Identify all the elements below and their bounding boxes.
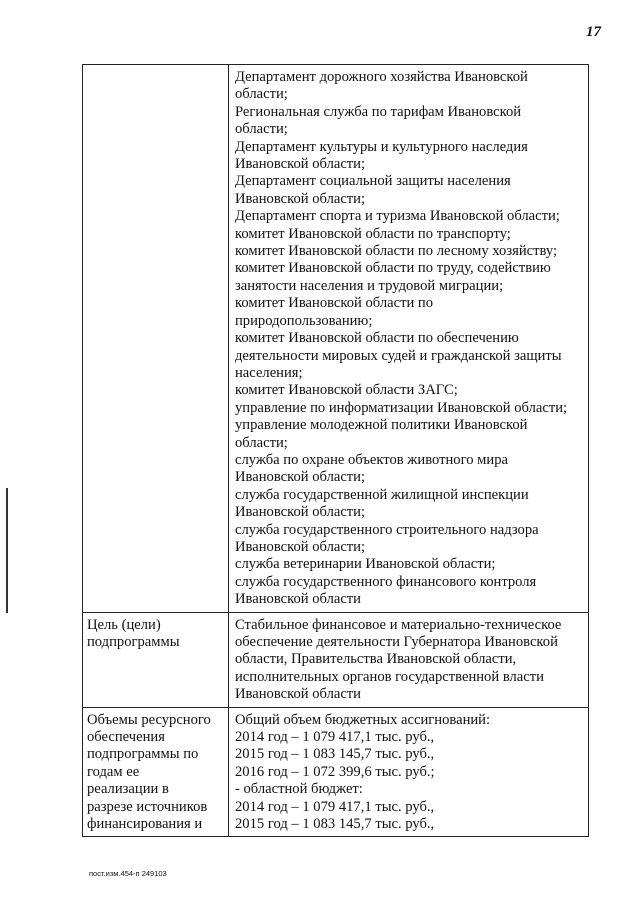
text-line: Стабильное финансовое и материально-техническое [235,616,562,633]
text-line: финансирования и [87,816,203,833]
text-line: служба государственной жилищной инспекции [235,486,529,503]
text-line: Ивановской области [235,686,361,703]
table-row [83,65,589,613]
text-line: области, Правительства Ивановской области, [235,651,517,668]
text-line: управление молодежной политики Ивановской [235,417,528,434]
row-label-cell [83,65,229,613]
text-line: Общий объем бюджетных ассигнований: [235,711,491,728]
text-line: - областной бюджет: [235,781,363,798]
text-line: управление по информатизации Ивановской области; [235,399,568,416]
text-line: Ивановской области; [235,538,366,555]
text-line: 2015 год – 1 083 145,7 тыс. руб., [235,746,435,763]
text-line: комитет Ивановской области по [235,295,434,312]
funding-content-cell [229,707,589,837]
text-line: 2016 год – 1 072 399,6 тыс. руб.; [235,763,435,780]
text-line: занятости населения и трудовой миграции; [235,277,504,294]
text-line: служба по охране объектов животного мира [235,451,508,468]
table-row [83,612,589,707]
text-line: 2014 год – 1 079 417,1 тыс. руб., [235,798,435,815]
text-line: реализации в [87,781,169,798]
text-line: комитет Ивановской области по труду, содействию [235,260,551,277]
text-line: деятельности мировых судей и гражданской защиты [235,347,562,364]
text-line: комитет Ивановской области ЗАГС; [235,382,458,399]
text-line: области; [235,86,288,103]
table-row [83,707,589,837]
text-line: Цель (цели) [87,616,161,633]
text-line: годам ее [87,763,140,780]
text-line: обеспечение деятельности Губернатора Ивановской [235,634,558,650]
goal-label-cell [83,612,229,707]
text-line: Департамент дорожного хозяйства Ивановской [235,69,528,85]
text-line: области; [235,434,288,451]
text-line: населения; [235,364,303,381]
subprogram-passport-table [82,64,589,837]
text-line: комитет Ивановской области по транспорту; [235,225,511,242]
text-line: подпрограммы по [87,746,199,763]
funding-label-cell [83,707,229,837]
text-line: 2014 год – 1 079 417,1 тыс. руб., [235,729,435,746]
text-line: 2015 год – 1 083 145,7 тыс. руб., [235,816,435,833]
text-line: обеспечения [87,729,165,746]
text-line: Региональная служба по тарифам Ивановской [235,103,522,120]
text-line: служба ветеринарии Ивановской области; [235,556,496,573]
text-line: области; [235,121,288,138]
text-line: исполнительных органов государственной власти [235,668,544,685]
text-line: Ивановской области [235,591,361,608]
text-line: комитет Ивановской области по лесному хозяйству; [235,243,558,260]
text-line: комитет Ивановской области по обеспечению [235,330,519,347]
text-line: Департамент спорта и туризма Ивановской области; [235,208,560,225]
page-number: 17 [586,24,601,40]
text-line: Ивановской области; [235,156,366,173]
text-line: подпрограммы [87,634,180,650]
document-footer-code: пост.изм.454-п 249103 [89,869,167,878]
text-line: Ивановской области; [235,469,366,486]
margin-line [6,488,8,613]
text-line: Ивановской области; [235,190,366,207]
executors-list-cell [229,65,589,613]
text-line: Департамент культуры и культурного наследия [235,138,528,155]
text-line: служба государственного строительного надзора [235,521,539,538]
text-line: Ивановской области; [235,504,366,521]
text-line: служба государственного финансового контроля [235,573,537,590]
text-line: Департамент социальной защиты населения [235,173,511,190]
goal-content-cell [229,612,589,707]
text-line: Объемы ресурсного [87,711,211,728]
text-line: природопользованию; [235,312,373,329]
text-line: разрезе источников [87,798,208,815]
